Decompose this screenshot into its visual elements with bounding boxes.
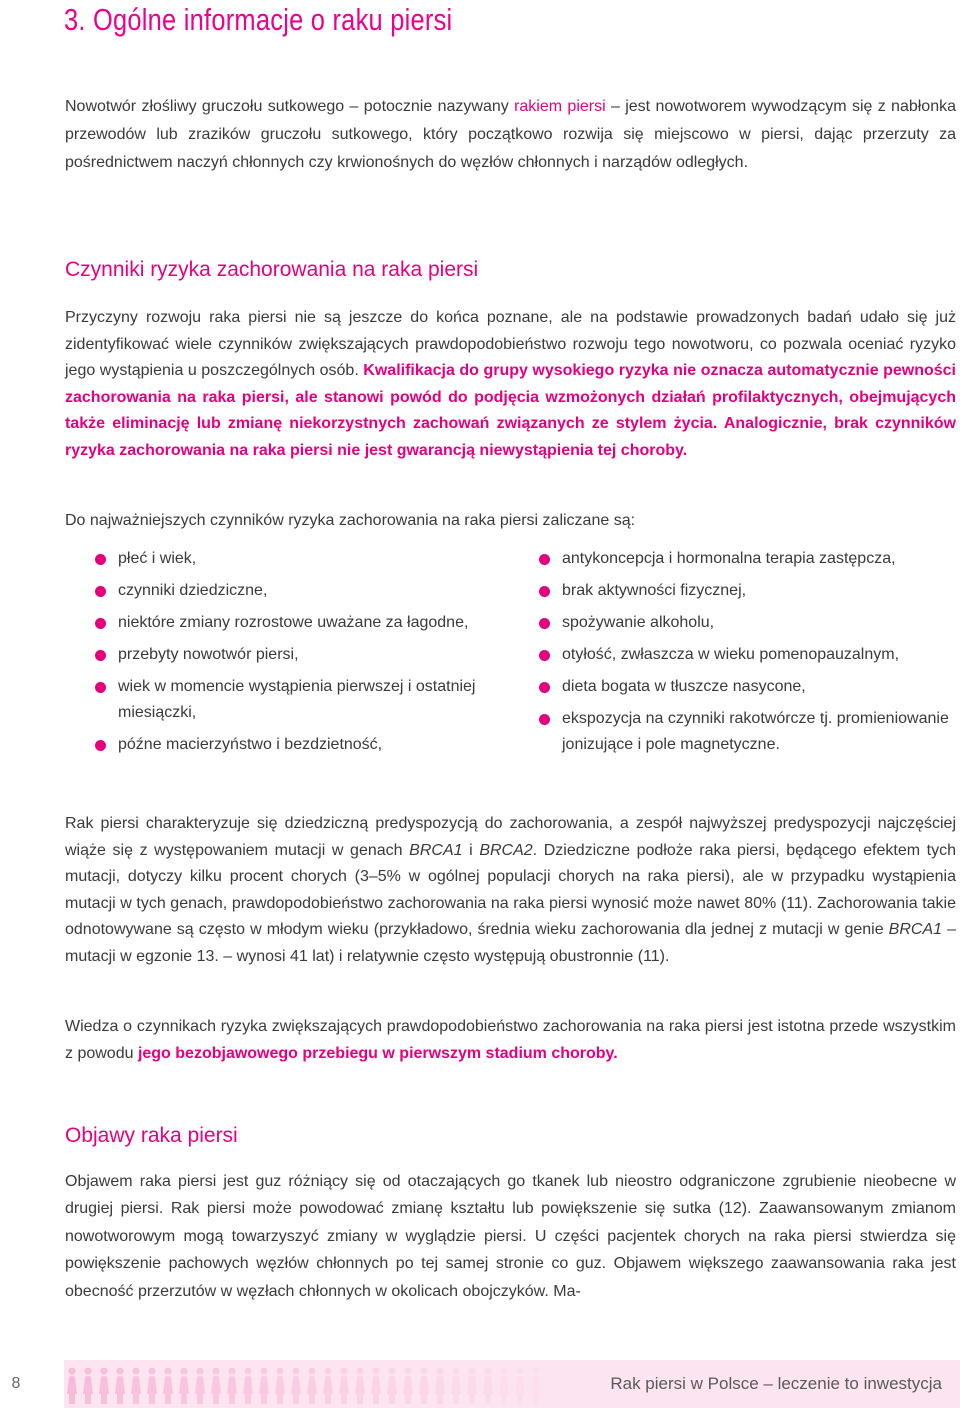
- list-item-text: antykoncepcja i hormonalna terapia zastępcza,: [562, 550, 896, 567]
- list-item-text: przebyty nowotwór piersi,: [118, 646, 299, 663]
- section-heading-risk-factors: Czynniki ryzyka zachorowania na raka piersi: [65, 258, 479, 281]
- bullet-icon: [95, 618, 106, 629]
- person-icon: [163, 1368, 173, 1405]
- list-item: [508, 578, 960, 604]
- person-icon: [435, 1368, 445, 1405]
- intro-text: Nowotwór złośliwy gruczołu sutkowego – potocznie nazywany: [65, 98, 515, 115]
- bullet-icon: [539, 714, 550, 725]
- list-item: [508, 610, 960, 636]
- list-item-text: wiek w momencie wystąpienia pierwszej i ostatniej miesiączki,: [118, 678, 476, 721]
- person-icon: [291, 1368, 301, 1405]
- person-icon: [387, 1368, 397, 1405]
- list-item: [508, 674, 960, 700]
- bullet-icon: [539, 554, 550, 565]
- list-item-text: ekspozycja na czynniki rakotwórcze tj. promieniowanie jonizujące i pole magnetyczne.: [562, 710, 949, 753]
- list-item: [64, 642, 524, 668]
- person-icon: [323, 1368, 333, 1405]
- gene-brca2: BRCA2: [479, 841, 533, 859]
- gene-brca1-second: BRCA1: [888, 921, 943, 938]
- risk-highlight: Kwalifikacja do grupy wysokiego ryzyka nie oznacza automatycznie pewności zachorowania na raka piersi, ale stanowi powód do podjęcia wzmożonych działań profilaktycznych, obejmujących także eliminację lub zmianę niekorzystnych zachowań związanych ze stylem życia. Analogicznie, brak czynników ryzyka zachorowania na raka piersi nie jest gwarancją niewystąpienia tej choroby.: [65, 362, 957, 459]
- page-number: 8: [11, 1375, 21, 1392]
- heredity-text-a: Rak piersi charakteryzuje się dziedziczną predyspozycją do zachorowania, a zespół najwyższej predyspozycji najczęściej wiąże się z występowaniem mutacji w genach: [65, 815, 956, 859]
- people-pattern-decoration: [64, 1360, 544, 1408]
- person-icon: [179, 1368, 189, 1405]
- person-icon: [211, 1368, 221, 1405]
- list-intro: Do najważniejszych czynników ryzyka zachorowania na raka piersi zaliczane są:: [65, 512, 636, 529]
- person-icon: [195, 1368, 205, 1405]
- intro-highlight: rakiem piersi: [514, 98, 606, 115]
- person-icon: [371, 1368, 381, 1405]
- bullet-icon: [95, 682, 106, 693]
- person-icon: [451, 1368, 461, 1405]
- person-icon: [419, 1368, 429, 1405]
- footer-band: [64, 1360, 960, 1408]
- list-item-text: otyłość, zwłaszcza w wieku pomenopauzalnym,: [562, 646, 900, 663]
- person-icon: [99, 1368, 109, 1405]
- risk-text: Przyczyny rozwoju raka piersi nie są jeszcze do końca poznane, ale na podstawie prowadzonych badań udało się już zidentyfikować wiele czynników zwiększających prawdopodobieństwo rozwoju tego nowotworu, co pozwala oceniać ryzyko jego wystąpienia u poszczególnych osób.: [65, 309, 956, 379]
- list-item: [508, 642, 960, 668]
- bullet-icon: [95, 650, 106, 661]
- heredity-text-c: – mutacji w egzonie 13. – wynosi 41 lat) i relatywnie często występują obustronnie (11).: [65, 921, 956, 965]
- risk-factors-list-right: [508, 546, 960, 764]
- knowledge-highlight: jego bezobjawowego przebiegu w pierwszym stadium choroby.: [137, 1045, 618, 1062]
- bullet-icon: [539, 586, 550, 597]
- person-icon: [499, 1368, 509, 1405]
- bullet-icon: [539, 682, 550, 693]
- list-item: [64, 546, 524, 572]
- list-item-text: niektóre zmiany rozrostowe uważane za łagodne,: [118, 614, 469, 631]
- person-icon: [83, 1368, 93, 1405]
- knowledge-paragraph: [65, 1013, 956, 1067]
- person-icon: [403, 1368, 413, 1405]
- heredity-text-b: . Dziedziczne podłoże raka piersi, będącego efektem tych mutacji, dotyczy kilku procent chorych (3–5% w ogólnej populacji chorych na raka piersi), ale w przypadku wystąpienia mutacji w tych genach, prawdopodobieństwo zachorowania na raka piersi wynosić może nawet 80% (11). Zachorowania takie odnotowywane są często w młodym wieku (przykładowo, średnia wieku zachorowania dla jednej z mutacji w genie: [65, 841, 957, 938]
- list-item: [64, 610, 524, 636]
- list-item-text: czynniki dziedziczne,: [118, 582, 268, 599]
- bullet-icon: [539, 650, 550, 661]
- list-item: [64, 732, 524, 758]
- list-item-text: spożywanie alkoholu,: [562, 614, 715, 631]
- list-item: [64, 674, 524, 726]
- list-item: [508, 706, 960, 758]
- person-icon: [531, 1368, 541, 1405]
- bullet-icon: [95, 554, 106, 565]
- person-icon: [467, 1368, 477, 1405]
- person-icon: [275, 1368, 285, 1405]
- bullet-icon: [95, 586, 106, 597]
- intro-paragraph: [65, 93, 956, 177]
- person-icon: [483, 1368, 493, 1405]
- heredity-paragraph: [65, 811, 956, 970]
- person-icon: [355, 1368, 365, 1405]
- list-item: [64, 578, 524, 604]
- person-icon: [227, 1368, 237, 1405]
- person-icon: [259, 1368, 269, 1405]
- risk-paragraph: [65, 305, 956, 464]
- person-icon: [339, 1368, 349, 1405]
- person-icon: [307, 1368, 317, 1405]
- risk-factors-list-left: [64, 546, 524, 764]
- page-title: 3. Ogólne informacje o raku piersi: [64, 2, 453, 37]
- intro-text-rest: – jest nowotworem wywodzącym się z nabłonka przewodów lub zrazików gruczołu sutkowego, który początkowo rozwija się miejscowo w piersi, dając przerzuty za pośrednictwem naczyń chłonnych czy krwionośnych do węzłów chłonnych i narządów odległych.: [65, 98, 957, 171]
- symptoms-paragraph: Objawem raka piersi jest guz różniący się od otaczających go tkanek lub nieostro odgraniczone zgrubienie nieobecne w drugiej piersi. Rak piersi może powodować zmianę kształtu lub powiększenie się sutka (12). Zaawansowanym zmianom nowotworowym mogą towarzyszyć zmiany w wyglądzie piersi. U części pacjentek chorych na raka piersi stwierdza się powiększenie pachowych węzłów chłonnych po tej samej stronie co guz. Objawem większego zaawansowania raka jest obecność przerzutów w węzłach chłonnych w okolicach obojczyków. Ma-: [65, 1173, 956, 1300]
- footer-title: Rak piersi w Polsce – leczenie to inwestycja: [610, 1374, 942, 1393]
- gene-brca1: BRCA1: [409, 841, 463, 859]
- person-icon: [243, 1368, 253, 1405]
- list-item-text: dieta bogata w tłuszcze nasycone,: [562, 678, 806, 695]
- list-item-text: płeć i wiek,: [118, 550, 197, 567]
- list-item-text: brak aktywności fizycznej,: [562, 582, 747, 599]
- knowledge-text: Wiedza o czynnikach ryzyka zwiększających prawdopodobieństwo zachorowania na raka piersi jest istotna przede wszystkim z powodu: [65, 1018, 956, 1062]
- person-icon: [147, 1368, 157, 1405]
- list-item: [508, 546, 960, 572]
- bullet-icon: [95, 740, 106, 751]
- heredity-text-and: i: [462, 841, 480, 859]
- section-heading-symptoms: Objawy raka piersi: [65, 1124, 238, 1147]
- person-icon: [515, 1368, 525, 1405]
- list-item-text: późne macierzyństwo i bezdzietność,: [118, 736, 383, 753]
- bullet-icon: [539, 618, 550, 629]
- person-icon: [67, 1368, 77, 1405]
- person-icon: [131, 1368, 141, 1405]
- person-icon: [115, 1368, 125, 1405]
